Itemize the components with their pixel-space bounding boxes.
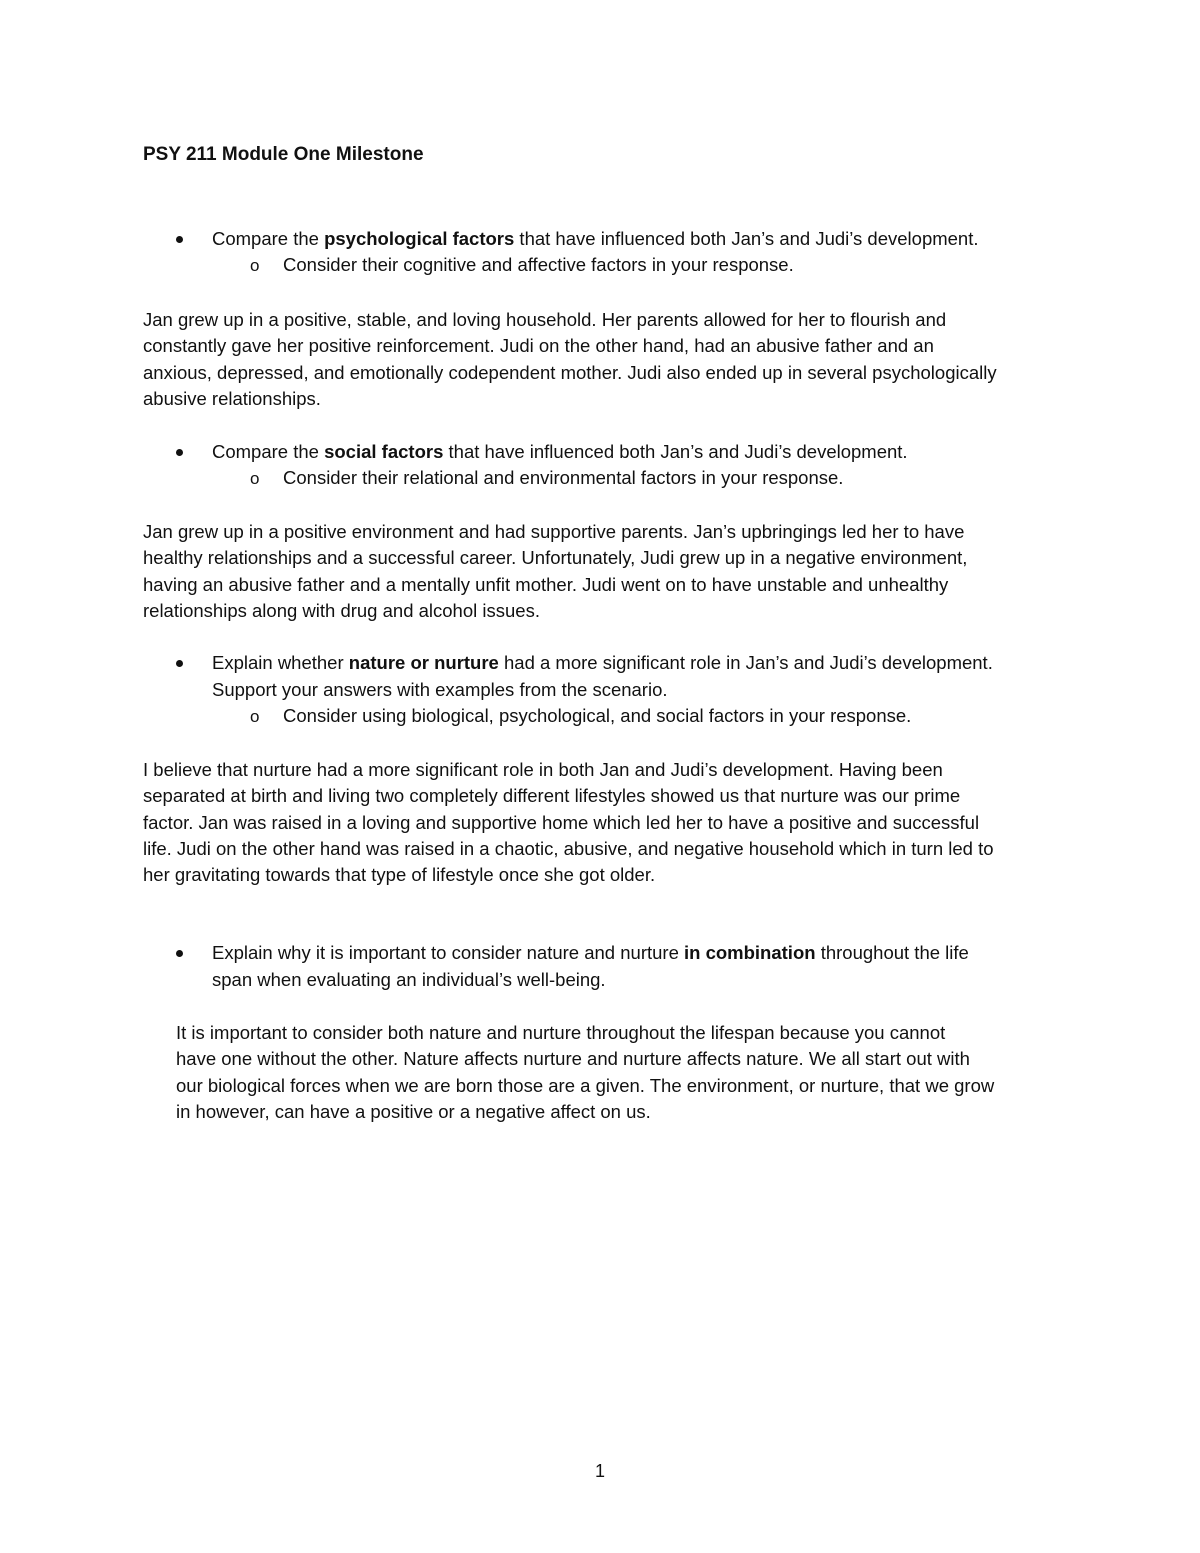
- answer-line: Jan grew up in a positive, stable, and loving household. Her parents allowed for her to flourish and: [143, 309, 947, 330]
- answer-1: [143, 307, 997, 412]
- page-number: 1: [594, 1461, 605, 1481]
- answer-line: healthy relationships and a successful career. Unfortunately, Judi grew up in a negative environment,: [143, 547, 968, 569]
- answer-line: our biological forces when we are born those are a given. The environment, or nurture, that we grow: [176, 1074, 995, 1096]
- question-2: Compare the social factors that have influenced both Jan’s and Judi’s development.: [212, 441, 908, 462]
- question-3: Explain whether nature or nurture had a more significant role in Jan’s and Judi’s development.: [212, 652, 993, 673]
- answer-line: life. Judi on the other hand was raised in a chaotic, abusive, and negative household which in turn led to: [143, 837, 994, 859]
- answer-line: have one without the other. Nature affects nurture and nurture affects nature. We all start out with: [176, 1048, 970, 1070]
- bullet-icon: [176, 660, 183, 667]
- document-title: PSY 211 Module One Milestone: [143, 144, 424, 165]
- answer-line: abusive relationships.: [143, 387, 321, 409]
- answer-line: relationships along with drug and alcohol issues.: [143, 599, 540, 621]
- question-3-line-2: Support your answers with examples from the scenario.: [212, 679, 668, 700]
- answer-line: separated at birth and living two completely different lifestyles showed us that nurture was our prime: [143, 785, 961, 807]
- question-1-sub: Consider their cognitive and affective factors in your response.: [283, 254, 794, 275]
- question-1: Compare the psychological factors that have influenced both Jan’s and Judi’s development.: [212, 228, 979, 249]
- question-2-sub: Consider their relational and environmental factors in your response.: [283, 467, 844, 488]
- sub-bullet-icon: o: [250, 707, 260, 726]
- answer-line: factor. Jan was raised in a loving and supportive home which led her to have a positive and successful: [143, 811, 980, 833]
- bullet-icon: [176, 236, 183, 243]
- answer-line: Jan grew up in a positive environment and had supportive parents. Jan’s upbringings led her to have: [143, 521, 965, 542]
- answer-line: I believe that nurture had a more significant role in both Jan and Judi’s development. Having been: [143, 759, 943, 780]
- bullet-icon: [176, 950, 183, 957]
- answer-line: anxious, depressed, and emotionally codependent mother. Judi also ended up in several psychologically: [143, 361, 997, 383]
- answer-line: It is important to consider both nature and nurture throughout the lifespan because you cannot: [176, 1022, 946, 1043]
- answer-line: constantly gave her positive reinforcement. Judi on the other hand, had an abusive father and an: [143, 335, 934, 357]
- sub-bullet-icon: o: [250, 256, 260, 275]
- question-3-sub: Consider using biological, psychological, and social factors in your response.: [283, 705, 912, 726]
- sub-bullet-icon: o: [250, 469, 260, 488]
- answer-line: her gravitating towards that type of lifestyle once she got older.: [143, 864, 656, 886]
- answer-line: having an abusive father and a mentally unfit mother. Judi went on to have unstable and unhealthy: [143, 573, 949, 595]
- answer-3: [143, 757, 994, 888]
- bullet-icon: [176, 449, 183, 456]
- answer-2: [143, 519, 967, 624]
- question-4: Explain why it is important to consider nature and nurture in combination throughout the life: [212, 942, 969, 963]
- answer-4: [176, 1020, 994, 1125]
- question-4-line-2: span when evaluating an individual’s well-being.: [212, 969, 606, 990]
- answer-line: in however, can have a positive or a negative affect on us.: [176, 1100, 651, 1122]
